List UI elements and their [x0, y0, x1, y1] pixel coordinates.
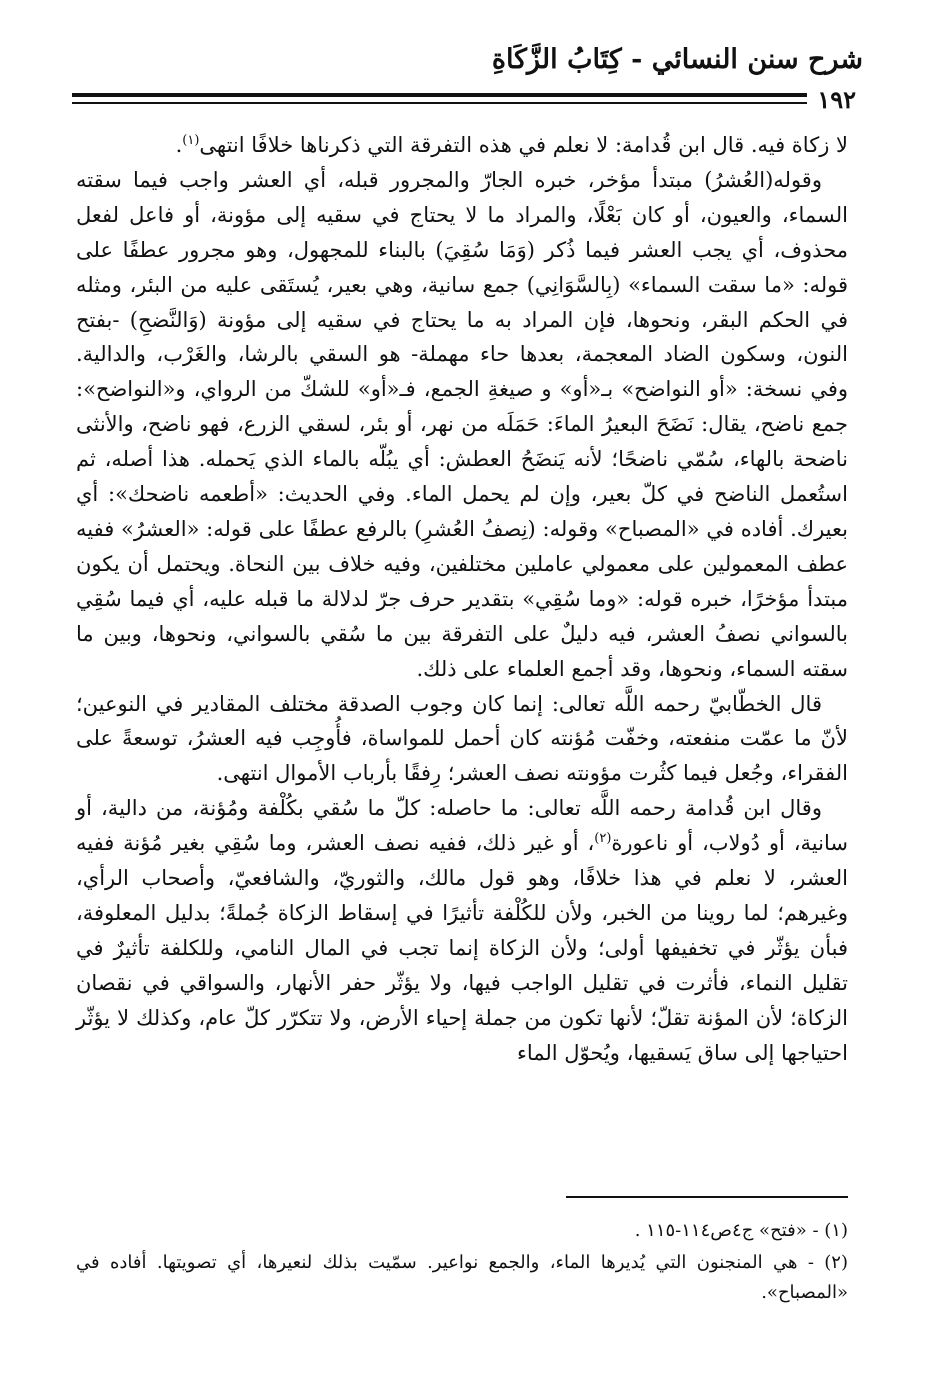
paragraph-text: لا زكاة فيه. قال ابن قُدامة: لا نعلم في هذه التفرقة التي ذكرناها خلافًا انتهى	[199, 133, 848, 157]
paragraph: قال الخطّابيّ رحمه اللَّه تعالى: إنما كان وجوب الصدقة مختلف المقادير في النوعين؛ لأنّ ما عمّت منفعته، وخفّت مُؤنته كان أحمل للمواساة، فأُوجِب فيه العشرُ، توسعةً على الفقراء، وجُعل فيما كثُرت مؤونته نصف العشر؛ رِفقًا بأرباب الأموال انتهى.	[76, 691, 848, 786]
paragraph-text: وقال ابن قُدامة رحمه اللَّه تعالى: ما حاصله: كلّ ما سُقي بكُلْفة ومُؤنة، من دالية، أو سانية، أو دُولاب، أو ناعورة	[76, 796, 848, 856]
header-rule-thin	[72, 102, 850, 104]
paragraph: وقوله(العُشرُ) مبتدأ مؤخر، خبره الجارّ والمجرور قبله، أي العشر واجب فيما سقته السماء، والعيون، أو كان بَعْلًا، والمراد ما لا يحتاج في سقيه إلى مؤونة، أو فاعل لفعل محذوف، أي يجب العشر فيما ذُكر (وَمَا سُقِيَ) بالبناء للمجهول، وهو مجرور عطفًا على قوله: «ما سقت السماء» (بِالسَّوَانِي) جمع سانية، وهي بعير، يُستَقى عليه من البئر، ومثله في الحكم البقر، ونحوها، فإن المراد به ما يحتاج في سقيه إلى مؤونة (وَالنَّضحِ) -بفتح النون، وسكون الضاد المعجمة، بعدها حاء مهملة- هو السقي بالرشا، والغَرْب، والدالية. وفي نسخة: «أو النواضح» بـ«أو» و صيغةِ الجمع، فـ«أو» للشكّ من الرواي، و«النواضح»: جمع ناضح، يقال: نَضَحَ البعيرُ الماءَ: حَمَلَه من نهر، أو بئر، لسقي الزرع، فهو ناضح، والأنثى ناضحة بالهاء، سُمّي ناضحًا؛ لأنه يَنضَحُ العطش: أي يبُلّه بالماء الذي يَحمله. هذا أصله، ثم استُعمل الناضح في كلّ بعير، وإن لم يحمل الماء. وفي الحديث: «أطعمه ناضحك»: أي بعيرك. أفاده في «المصباح» وقوله: (نِصفُ العُشرِ) بالرفع عطفًا على قوله: «العشرُ» ففيه عطف المعمولين على معمولي عاملين مختلفين، وفيه خلاف بين النحاة. ويحتمل أن يكون مبتدأ مؤخرًا، خبره قوله: «وما سُقِي» بتقدير حرف جرّ لدلالة ما قبله عليه، أي فيما سُقِي بالسواني نصفُ العشر، فيه دليلٌ على التفرقة بين ما سُقي بالسواني، ونحوها، وبين ما سقته السماء، ونحوها، وقد أجمع العلماء على ذلك.	[76, 167, 848, 681]
footnote-ref: (٢)	[594, 831, 612, 847]
running-header-title: شرح سنن النسائي - كِتَابُ الزَّكَاةِ	[491, 44, 863, 75]
paragraph	[76, 128, 848, 163]
header-rule-thick	[72, 93, 850, 97]
paragraph-text: .	[175, 133, 183, 157]
footnotes	[76, 1216, 848, 1310]
main-text	[76, 128, 848, 1070]
page-number: ١٩٢	[807, 86, 866, 114]
paragraph-text: ، أو غير ذلك، ففيه نصف العشر، وما سُقِي بغير مُؤنة ففيه العشر، لا نعلم في هذا خلافًا، وهو قول مالك، والثوريّ، والشافعيّ، وأصحاب الرأي، وغيرهم؛ لما روينا من الخبر، ولأن للكُلْفة تأثيرًا في إسقاط الزكاة جُملةً؛ بدليل المعلوفة، فبأن يؤثّر في تخفيفها أولى؛ ولأن الزكاة إنما تجب في المال النامي، وللكلفة تأثيرٌ في تقليل النماء، فأثرت في تقليل الواجب فيها، ولا يؤثّر حفر الأنهار، والسواقي في نقصان الزكاة؛ لأن المؤنة تقلّ؛ لأنها تكون من جملة إحياء الأرض، ولا تتكرّر كلّ عام، وكذلك لا يؤثّر احتياجها إلى ساق يَسقيها، ويُحوّل الماء	[76, 831, 848, 1065]
paragraph	[76, 791, 848, 1070]
footnote-separator	[566, 1196, 848, 1198]
footnote: (١) - «فتح» ج٤ص١١٤-١١٥ .	[634, 1220, 848, 1241]
footnote: (٢) - هي المنجنون التي يُديرها الماء، والجمع نواعير. سمّيت بذلك لنعيرها، أي تصويتها. أفاده في «المصباح».	[76, 1252, 848, 1303]
footnote-ref: (١)	[182, 133, 200, 148]
